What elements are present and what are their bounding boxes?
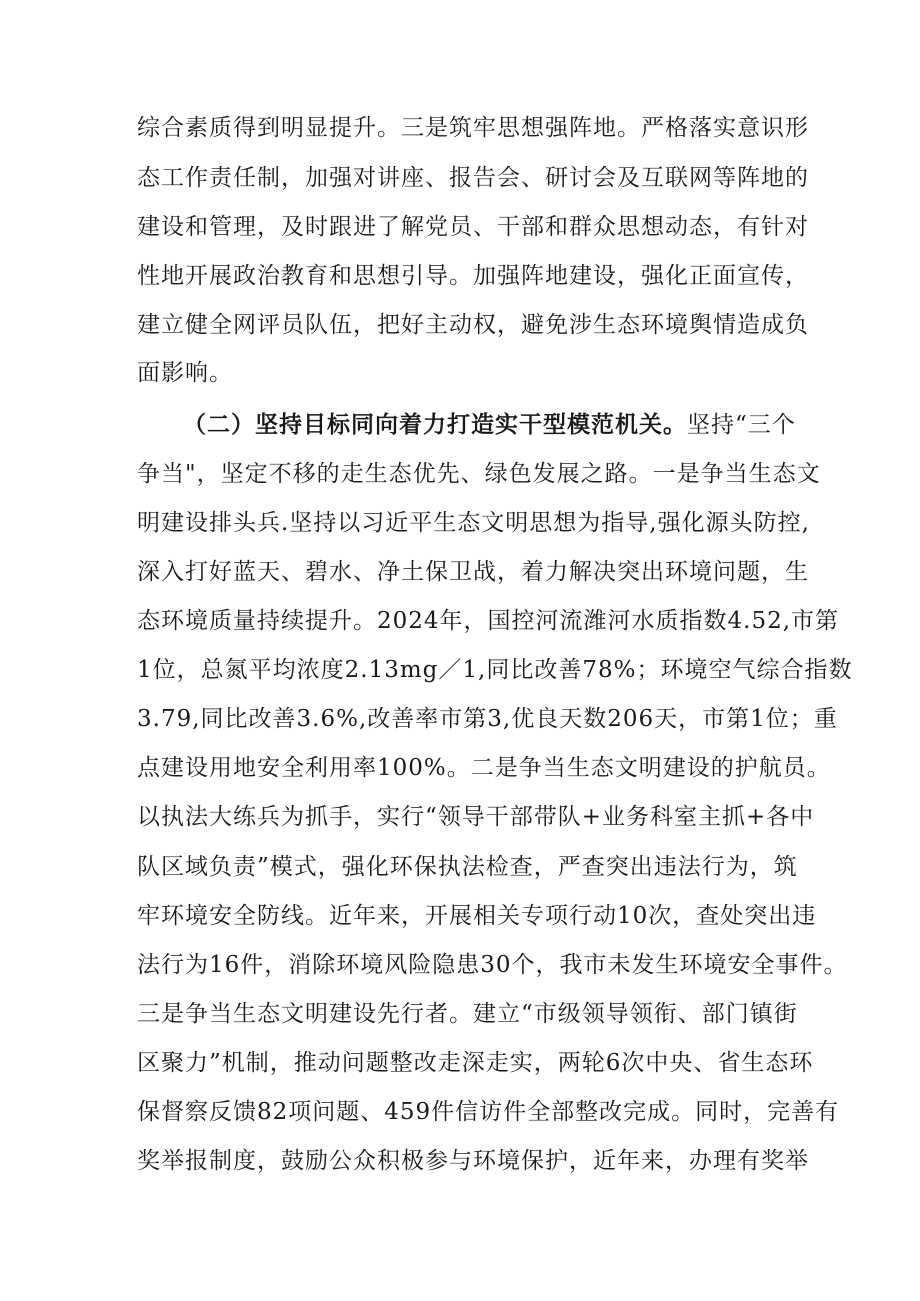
text-line: 态工作责任制，加强对讲座、报告会、研讨会及互联网等阵地的 (137, 165, 809, 191)
text-line: 牢环境安全防线。近年来，开展相关专项行动10次，查处突出违 (137, 903, 817, 929)
text-line: 建立健全网评员队伍，把好主动权，避免涉生态环境舆情造成负 (137, 312, 809, 338)
heading-continuation: 坚持“三个 (687, 412, 796, 438)
section-heading: （二）坚持目标同向着力打造实干型模范机关。 (183, 411, 687, 438)
text-line: 性地开展政治教育和思想引导。加强阵地建设，强化正面宣传， (137, 263, 809, 289)
text-line: 1位，总氮平均浓度2.13mg／1,同比改善78%；环境空气综合指数 (137, 657, 853, 683)
text-line: 法行为16件，消除环境风险隐患30个，我市未发生环境安全事件。 (137, 952, 848, 978)
text-line: 区聚力”机制，推动问题整改走深走实，两轮6次中央、省生态环 (137, 1050, 814, 1076)
text-line: 态环境质量持续提升。2024年，国控河流潍河水质指数4.52,市第 (137, 608, 840, 634)
text-line: 三是争当生态文明建设先行者。建立“市级领导领衔、部门镇街 (137, 1001, 798, 1027)
text-line: 队区域负责”模式，强化环保执法检查，严查突出违法行为，筑 (137, 854, 798, 880)
text-line: 明建设排头兵.坚持以习近平生态文明思想为指导,强化源头防控, (137, 510, 810, 536)
text-line: 奖举报制度，鼓励公众积极参与环境保护，近年来，办理有奖举 (137, 1148, 809, 1174)
text-line: 以执法大练兵为抓手，实行“领导干部带队+业务科室主抓+各中 (137, 804, 815, 830)
text-line: 保督察反馈82项问题、459件信访件全部整改完成。同时，完善有 (137, 1099, 840, 1125)
text-line: 面影响。 (137, 360, 233, 386)
text-line: 点建设用地安全利用率100%。二是争当生态文明建设的护航员。 (137, 755, 831, 781)
text-line: 争当"，坚定不移的走生态优先、绿色发展之路。一是争当生态文 (137, 461, 821, 487)
text-line: 3.79,同比改善3.6%,改善率市第3,优良天数206天，市第1位；重 (137, 706, 838, 732)
paragraph-2-first-line (183, 410, 796, 440)
text-line: 深入打好蓝天、碧水、净土保卫战，着力解决突出环境问题，生 (137, 559, 809, 585)
text-line: 综合素质得到明显提升。三是筑牢思想强阵地。严格落实意识形 (137, 115, 809, 141)
text-line: 建设和管理，及时跟进了解党员、干部和群众思想动态，有针对 (137, 214, 809, 240)
